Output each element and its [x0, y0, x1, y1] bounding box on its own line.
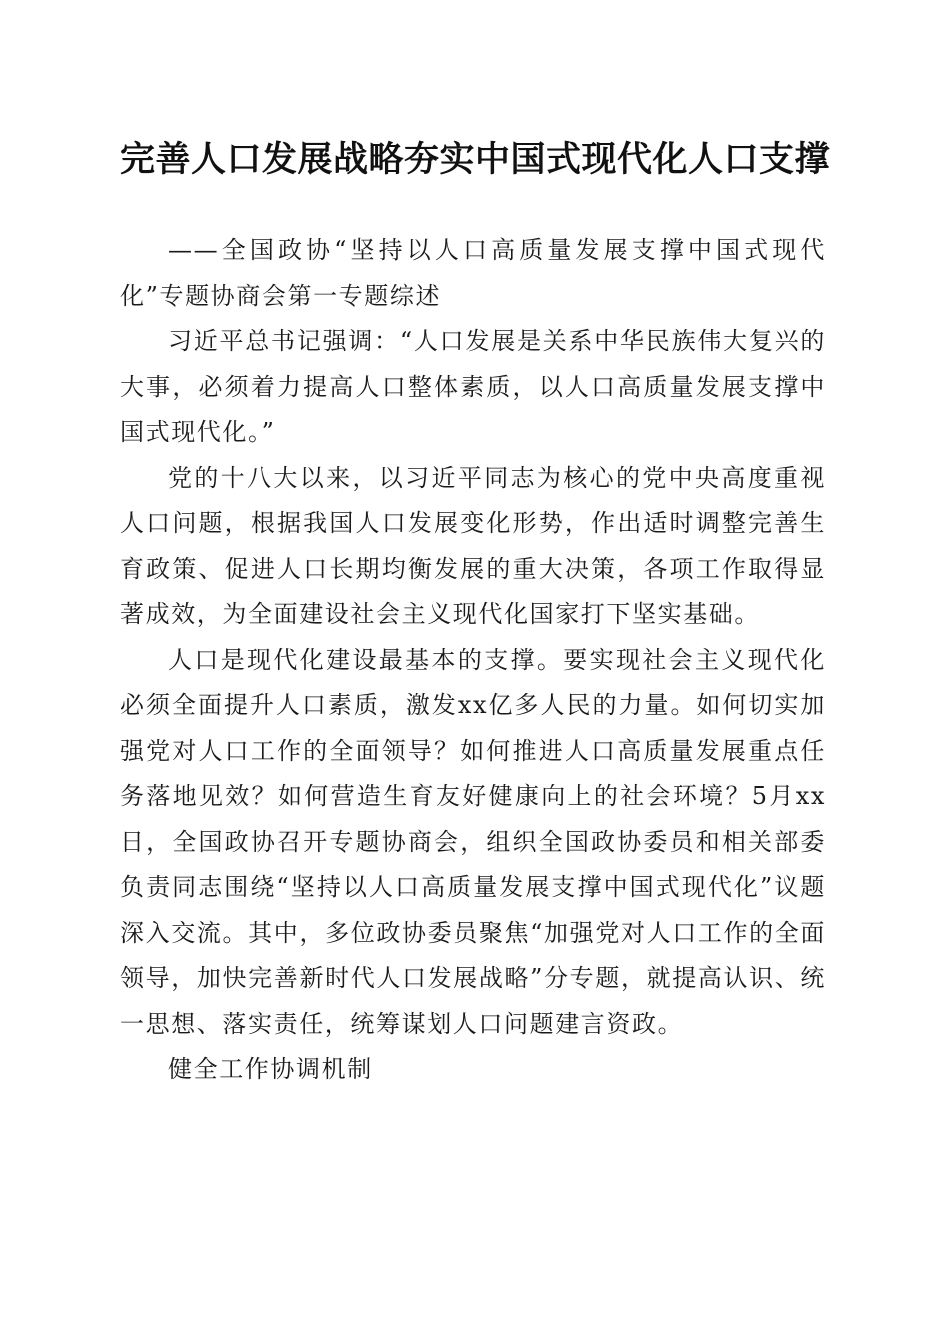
paragraph: 习近平总书记强调：“人口发展是关系中华民族伟大复兴的大事，必须着力提高人口整体素质，以人口高质量发展支撑中国式现代化。”: [120, 327, 826, 446]
subtitle: ——全国政协“坚持以人口高质量发展支撑中国式现代化”专题协商会第一专题综述: [120, 236, 826, 310]
section-heading: 健全工作协调机制: [168, 1055, 373, 1083]
paragraph: 党的十八大以来，以习近平同志为核心的党中央高度重视人口问题，根据我国人口发展变化形势，作出适时调整完善生育政策、促进人口长期均衡发展的重大决策，各项工作取得显著成效，为全面建设社会主义现代化国家打下坚实基础。: [120, 463, 826, 628]
document-title: 完善人口发展战略夯实中国式现代化人口支撑: [119, 139, 830, 180]
document-body: [120, 228, 826, 1093]
paragraph: 人口是现代化建设最基本的支撑。要实现社会主义现代化必须全面提升人口素质，激发xx亿多人民的力量。如何切实加强党对人口工作的全面领导？如何推进人口高质量发展重点任务落地见效？如何营造生育友好健康向上的社会环境？5月xx日，全国政协召开专题协商会，组织全国政协委员和相关部委负责同志围绕“坚持以人口高质量发展支撑中国式现代化”议题深入交流。其中，多位政协委员聚焦“加强党对人口工作的全面领导，加快完善新时代人口发展战略”分专题，就提高认识、统一思想、落实责任，统筹谋划人口问题建言资政。: [120, 645, 826, 1038]
